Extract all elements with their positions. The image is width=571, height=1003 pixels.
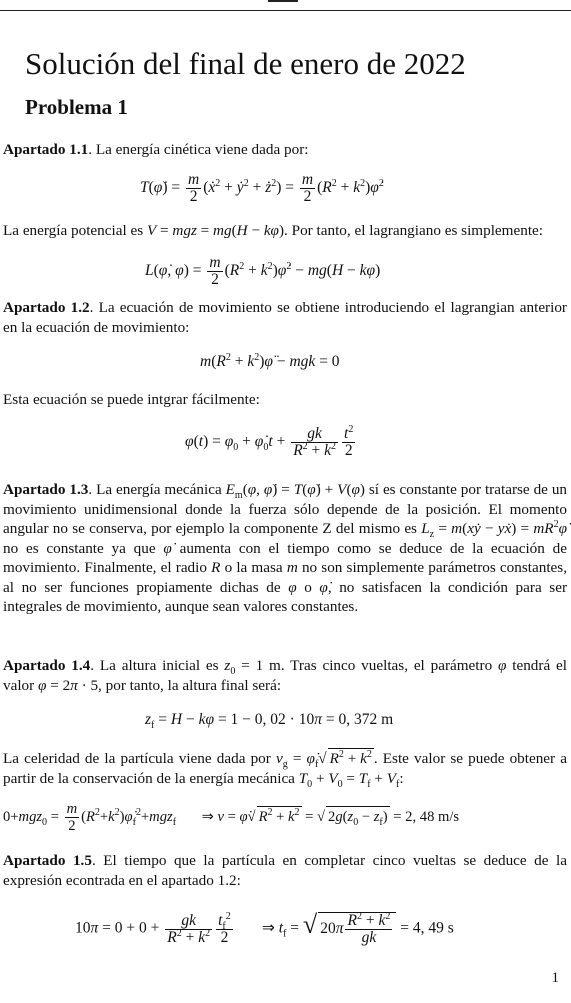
header-rule — [0, 10, 571, 11]
equation-zf: $z_f = H - k\varphi = 1 - 0$, 02 · 10π = 0, 372 m — [145, 711, 394, 732]
paragraph-1-2b: Esta ecuación se puede intgrar fácilmente: — [3, 391, 260, 408]
section-heading: Problema 1 — [25, 95, 128, 119]
equation-kinetic: T(φ̇) = $\frac{m}{2}$ (ẋ$^2$ + ẏ$^2$ + $ż^2$) = $\frac{m}{2}$ ($R^2$ + $k^2)\varphi̇^2$ — [140, 171, 384, 205]
label-1-3: Apartado 1.3 — [3, 481, 89, 498]
paragraph-1-5: Apartado 1.5. El tiempo que la partícula en completar cinco vueltas se deduce de la expresión econtrada en el apartado 1.2: — [3, 852, 567, 889]
equation-energy: 0+mgz$_0$ = $\frac{m}{2}$ $(R^2+k^2)\varphi̇_f^2+mgz_f$ ⇒ v = φ̇√ $R^2 + k^2$ = √ $2g(z_0 - z_f) = 2$, 48 m/s — [3, 801, 460, 834]
header-mark — [268, 0, 298, 2]
page-title: Solución del final de enero de 2022 — [25, 46, 466, 81]
paragraph-1-1: Apartado 1.1. La energía cinética viene dada por: — [3, 141, 309, 158]
label-1-5: Apartado 1.5 — [3, 852, 92, 869]
equation-phi-t: $\varphi(t) = \varphi_0$ + $\varphi̇_0t$ + $\frac{gk}{R^2 + k^2}$ $\frac{t^2}{2}$ — [185, 423, 354, 459]
paragraph-1-2: Apartado 1.2. La ecuación de movimiento se obtiene introduciendo el lagrangian anterior en la ecuación de movimiento: — [3, 299, 567, 336]
paragraph-1-3: Apartado 1.3. La energía mecánica $E_m(\varphi$, φ̇) = T(φ̇) + V(φ) sí es constante por tratarse de un movimiento unidimensional donde la fuerza sólo depende de la posición. El momento angular no se conserva, por ejemplo la componente Z del mismo es $L_z$ = m(xẏ − yẋ) = $mR^2\varphi̇$ no es constante ya que φ̇ aumenta con el tiempo como se deduce de la ecuación de movimiento. Finalmente, el radio R o la masa m no son simplemente parámetros constantes, al no ser funciones propiamente dichas de φ o φ̇, no satisfacen la condición para ser integrales de movimiento, aunque sean valores constantes. — [3, 481, 568, 615]
page-number: 1 — [551, 970, 559, 986]
paragraph-1-4b: La celeridad de la partícula viene dada por $v_g$ = $\varphi̇_f√$ $R^2 + k^2$ . Este valor se puede obtener a partir de la conservación de la energía mecánica $T_0 + V_0 = T_f + V_f$: — [3, 748, 567, 790]
equation-time: 10π = 0 + 0 + $\frac{gk}{R^2 + k^2}$ $\frac{t_f^2}{2}$ ⇒ $t_f$ = √ 20π $\frac{R^2 + k^2}{gk}$ = 4, 49 s — [75, 910, 454, 946]
equation-motion: $m(R^2$ + $k^2)\varphï$ − mgk = 0 — [200, 351, 340, 370]
label-1-2: Apartado 1.2 — [3, 299, 90, 316]
paragraph-1-1b: La energía potencial es V = mgz = mg(H − kφ). Por tanto, el lagrangiano es simplemente: — [3, 222, 543, 239]
equation-lagrangian: L(φ̇, φ) = $\frac{m}{2}$ ($R^2$ + $k^2)\varphi̇^2 - mg(H - k\varphi)$ — [145, 254, 381, 288]
label-1-4: Apartado 1.4 — [3, 657, 91, 674]
label-1-1: Apartado 1.1 — [3, 141, 89, 158]
paragraph-1-4: Apartado 1.4. La altura inicial es $z_0 = 1$ m. Tras cinco vueltas, el parámetro φ tendrá el valor φ = 2π · 5, por tanto, la altura final será: — [3, 657, 567, 694]
